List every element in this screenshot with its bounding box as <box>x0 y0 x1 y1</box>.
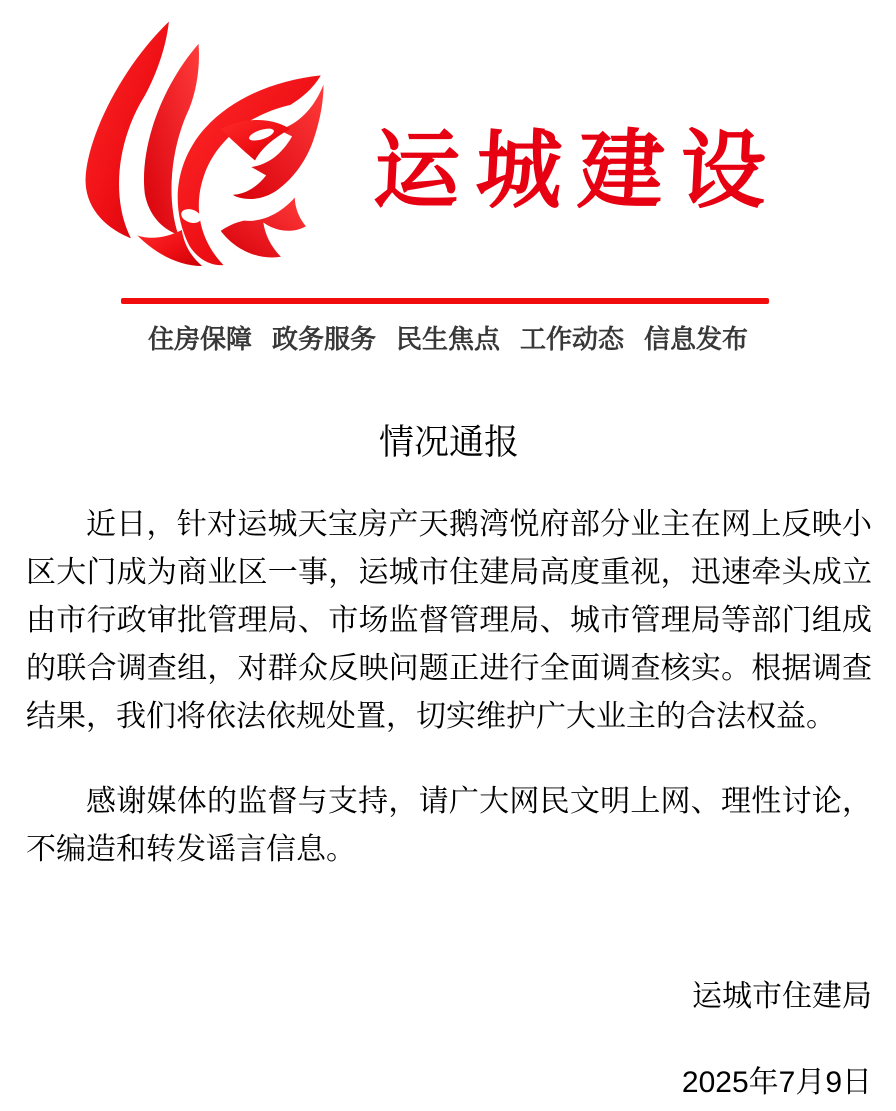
phoenix-flame-icon <box>80 16 330 280</box>
nav-item-work-updates[interactable]: 工作动态 <box>520 324 625 354</box>
issue-date: 2025年7月9日 <box>681 1066 872 1099</box>
brand-wordmark: 运城建设 <box>371 120 785 221</box>
main-nav <box>0 324 896 354</box>
article-paragraph-1: 近日，针对运城天宝房产天鹅湾悦府部分业主在网上反映小区大门成为商业区一事，运城市住建局高度重视，迅速牵头成立由市行政审批管理局、市场监督管理局、城市管理局等部门组成的联合调查组，对群众反映问题正进行全面调查核实。根据调查结果，我们将依法依规处置，切实维护广大业主的合法权益。 <box>26 508 872 733</box>
red-divider-line <box>121 298 769 304</box>
signature-issuer: 运城市住建局 <box>692 980 872 1013</box>
nav-item-housing-security[interactable]: 住房保障 <box>147 324 252 354</box>
nav-item-livelihood-focus[interactable]: 民生焦点 <box>395 324 500 354</box>
page-header <box>0 0 896 354</box>
nav-item-government-services[interactable]: 政务服务 <box>271 324 376 354</box>
article-title: 情况通报 <box>378 423 519 462</box>
article-paragraph-2: 感谢媒体的监督与支持，请广大网民文明上网、理性讨论，不编造和转发谣言信息。 <box>26 785 872 866</box>
notice-article <box>26 421 872 1101</box>
nav-item-information-release[interactable]: 信息发布 <box>644 324 749 354</box>
